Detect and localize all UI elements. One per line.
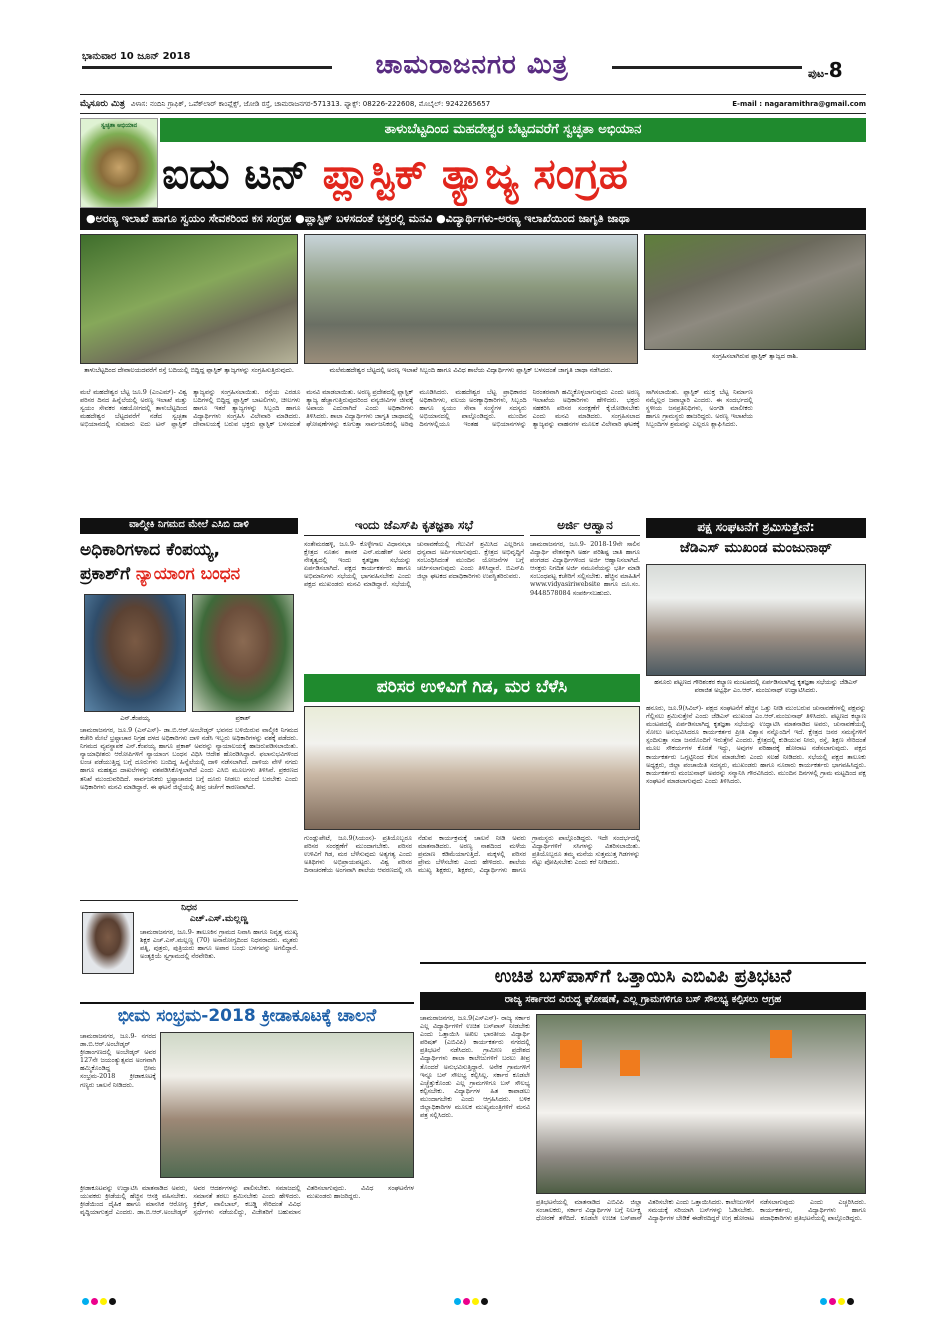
bhima-body-bottom: ಕ್ರೀಡಾಕೂಟವನ್ನು ಉದ್ಘಾಟಿಸಿ ಮಾತನಾಡಿದ ಅವರು, ಯುವಕರು ಕ್ರೀಡೆಯಲ್ಲಿ ಹೆಚ್ಚಿನ ಆಸಕ್ತಿ ವಹಿಸಬೇಕು. ಕ್ರೀಡೆಯಿಂದ ದೈಹಿಕ ಹಾಗೂ ಮಾನಸಿಕ ಆರೋಗ್ಯ ವೃದ್ಧಿಯಾಗುತ್ತದೆ ಎಂದರು. ಡಾ.ಬಿ.ಆರ್.ಅಂಬೇಡ್ಕರ್ ಅವರ ಆದರ್ಶಗಳನ್ನು ಪಾಲಿಸಬೇಕು. ಸಮಾಜದಲ್ಲಿ ಸಮಾನತೆ ತರಲು ಶ್ರಮಿಸಬೇಕು ಎಂದು ಹೇಳಿದರು. ಕ್ರಿಕೆಟ್, ವಾಲಿಬಾಲ್, ಕಬಡ್ಡಿ ಸೇರಿದಂತೆ ವಿವಿಧ ಸ್ಪರ್ಧೆಗಳು ನಡೆಯಲಿದ್ದು, ವಿಜೇತರಿಗೆ ಬಹುಮಾನ ವಿತರಿಸಲಾಗುವುದು. ವಿವಿಧ ಸಂಘಟನೆಗಳ ಮುಖಂಡರು ಹಾಜರಿದ್ದರು. <box>80 1184 414 1217</box>
masthead: ಚಾಮರಾಜನಗರ ಮಿತ್ರ <box>375 50 569 80</box>
obituary-photo <box>82 912 134 974</box>
bhima-photo <box>160 1032 414 1178</box>
bus-body-bottom: ಪ್ರತಿಭಟನೆಯಲ್ಲಿ ಮಾತನಾಡಿದ ಎಬಿವಿಪಿ ಜಿಲ್ಲಾ ಸಂಚಾಲಕರು, ಸರ್ಕಾರ ವಿದ್ಯಾರ್ಥಿಗಳ ಬಗ್ಗೆ ನಿರ್ಲಕ್ಷ್ಯ ಧೋರಣೆ ತಳೆದಿದೆ. ಕೂಡಲೇ ಉಚಿತ ಬಸ್‌ಪಾಸ್ ವಿತರಿಸಬೇಕು ಎಂದು ಒತ್ತಾಯಿಸಿದರು. ಕಾಲೇಜುಗಳಿಗೆ ಸಮಯಕ್ಕೆ ಸರಿಯಾಗಿ ಬಸ್‌ಗಳನ್ನು ಓಡಿಸಬೇಕು. ವಿದ್ಯಾರ್ಥಿಗಳ ಬೇಡಿಕೆ ಈಡೇರದಿದ್ದರೆ ಉಗ್ರ ಹೋರಾಟ ನಡೆಸಲಾಗುವುದು ಎಂದು ಎಚ್ಚರಿಸಿದರು. ಕಾರ್ಯಕರ್ತರು, ವಿದ್ಯಾರ್ಥಿಗಳು ಹಾಗೂ ಪದಾಧಿಕಾರಿಗಳು ಪ್ರತಿಭಟನೆಯಲ್ಲಿ ಪಾಲ್ಗೊಂಡಿದ್ದರು. <box>536 1198 866 1223</box>
lead-kicker: ತಾಳುಬೆಟ್ಟದಿಂದ ಮಹದೇಶ್ವರ ಬೆಟ್ಟದವರೆಗೆ ಸ್ವಚ್ಛತಾ ಅಭಿಯಾನ <box>384 122 642 137</box>
party-body-text: ಹನೂರು, ಜೂ.9(ಸಿವಿಲ್)- ಪಕ್ಷದ ಸಂಘಟನೆಗೆ ಹೆಚ್ಚಿನ ಒತ್ತು ನೀಡಿ ಮುಂಬರುವ ಚುನಾವಣೆಗಳಲ್ಲಿ ಪಕ್ಷವನ್ನು ಗೆಲ್ಲಿಸಲು ಶ್ರಮಿಸುತ್ತೇನೆ ಎಂದು ಜೆಡಿಎಸ್ ಮುಖಂಡ ಎಂ.ಆರ್.ಮಂಜುನಾಥ್ ತಿಳಿಸಿದರು. ಪಟ್ಟಣದ ಕಲ್ಯಾಣ ಮಂಟಪದಲ್ಲಿ ಏರ್ಪಡಿಸಲಾಗಿದ್ದ ಕೃತಜ್ಞತಾ ಸಭೆಯನ್ನು ಉದ್ಘಾಟಿಸಿ ಮಾತನಾಡಿದ ಅವರು, ಚುನಾವಣೆಯಲ್ಲಿ ಸೋಲು ಅನುಭವಿಸಿದರೂ ಕಾರ್ಯಕರ್ತರ ಪ್ರೀತಿ ವಿಶ್ವಾಸ ನನ್ನೊಂದಿಗೆ ಇದೆ. ಕ್ಷೇತ್ರದ ಜನರ ಸಮಸ್ಯೆಗಳಿಗೆ ಸ್ಪಂದಿಸುತ್ತಾ ಸದಾ ಜನರೊಂದಿಗೆ ಇರುತ್ತೇನೆ ಎಂದರು. ಕ್ಷೇತ್ರದಲ್ಲಿ ಕುಡಿಯುವ ನೀರು, ರಸ್ತೆ, ಶಿಕ್ಷಣ ಸೇರಿದಂತೆ ಮೂಲ ಸೌಕರ್ಯಗಳ ಕೊರತೆ ಇದ್ದು, ಅವುಗಳ ಪರಿಹಾರಕ್ಕೆ ಹೋರಾಟ ನಡೆಸಲಾಗುವುದು. ಪಕ್ಷದ ಕಾರ್ಯಕರ್ತರು ಒಗ್ಗಟ್ಟಿನಿಂದ ಕೆಲಸ ಮಾಡಬೇಕು ಎಂದು ಸಲಹೆ ನೀಡಿದರು. ಸಭೆಯಲ್ಲಿ ಪಕ್ಷದ ತಾಲೂಕು ಅಧ್ಯಕ್ಷರು, ಜಿಲ್ಲಾ ಪಂಚಾಯಿತಿ ಸದಸ್ಯರು, ಮುಖಂಡರು ಹಾಗೂ ನೂರಾರು ಕಾರ್ಯಕರ್ತರು ಭಾಗವಹಿಸಿದ್ದರು. ಕಾರ್ಯಕರ್ತರು ಮಂಜುನಾಥ್ ಅವರನ್ನು ಸನ್ಮಾನಿಸಿ ಗೌರವಿಸಿದರು. ಮುಂದಿನ ದಿನಗಳಲ್ಲಿ ಗ್ರಾಮ ಮಟ್ಟದಿಂದ ಪಕ್ಷ ಸಂಘಟನೆ ಮಾಡಲಾಗುವುದು ಎಂದು ತಿಳಿಸಿದರು. <box>646 704 866 785</box>
party-headline-1: ಪಕ್ಷ ಸಂಘಟನೆಗೆ ಶ್ರಮಿಸುತ್ತೇನೆ: <box>646 518 866 538</box>
address-strip <box>80 94 866 114</box>
sub-logo: ಮೈಸೂರು ಮಿತ್ರ <box>80 99 125 109</box>
header-date: ಭಾನುವಾರ 10 ಜೂನ್ 2018 <box>82 51 191 62</box>
registration-marks-left <box>82 1290 142 1300</box>
bhima-headline: ಭೀಮ ಸಂಭ್ರಮ-2018 ಕ್ರೀಡಾಕೂಟಕ್ಕೆ ಚಾಲನೆ <box>80 1002 414 1028</box>
lead-headline-red: ಪ್ಲಾಸ್ಟಿಕ್ ತ್ಯಾಜ್ಯ ಸಂಗ್ರಹ <box>322 149 628 198</box>
bus-photo <box>536 1014 866 1194</box>
arji-body-text: ಚಾಮರಾಜನಗರ, ಜೂ.9- 2018-19ನೇ ಸಾಲಿನ ವಿದ್ಯಾರ್ಥಿ ವೇತನಕ್ಕಾಗಿ ಅರ್ಹ ಪರಿಶಿಷ್ಟ ಜಾತಿ ಹಾಗೂ ಪಂಗಡದ ವಿದ್ಯಾರ್ಥಿಗಳಿಂದ ಅರ್ಜಿ ಆಹ್ವಾನಿಸಲಾಗಿದೆ. ಆಸಕ್ತರು ನಿಗದಿತ ಅರ್ಜಿ ನಮೂನೆಯನ್ನು ಭರ್ತಿ ಮಾಡಿ ಸಂಬಂಧಪಟ್ಟ ಕಚೇರಿಗೆ ಸಲ್ಲಿಸಬೇಕು. ಹೆಚ್ಚಿನ ಮಾಹಿತಿಗೆ www.vidyasiriwebsite ಹಾಗೂ ದೂ.ಸಂ. 9448578084 ಸಂಪರ್ಕಿಸಬಹುದು. <box>530 540 640 597</box>
valmiki-caption-left: ಎನ್.ಕೆಂಪಯ್ಯ <box>120 714 150 722</box>
lead-caption-2: ಮಲೆಮಹದೇಶ್ವರ ಬೆಟ್ಟದಲ್ಲಿ ಅರಣ್ಯ ಇಲಾಖೆ ಸಿಬ್ಬಂದಿ ಹಾಗೂ ವಿವಿಧ ಶಾಲೆಯ ವಿದ್ಯಾರ್ಥಿಗಳು ಪ್ಲಾಸ್ಟಿಕ್ ಬಳಸದಂತೆ ಜಾಗೃತಿ ಜಾಥಾ ನಡೆಸಿದರು. <box>329 366 613 374</box>
valmiki-headline-line1: ಅಧಿಕಾರಿಗಳಾದ ಕೆಂಪಯ್ಯ, <box>80 540 220 560</box>
lead-headline-black: ಐದು ಟನ್ <box>162 149 309 198</box>
page-number: 8 <box>828 58 843 82</box>
lead-headline <box>162 142 866 206</box>
obituary-body-text: ಚಾಮರಾಜನಗರ, ಜೂ.9- ತಾಲೂಕಿನ ಗ್ರಾಮದ ನಿವಾಸಿ ಹಾಗೂ ನಿವೃತ್ತ ಮುಖ್ಯ ಶಿಕ್ಷಕ ಎಚ್.ಎಸ್.ಮಲ್ಲಣ್ಣ (70) ಅನಾರೋಗ್ಯದಿಂದ ನಿಧನರಾದರು. ಮೃತರು ಪತ್ನಿ, ಪುತ್ರರು, ಪುತ್ರಿಯರು ಹಾಗೂ ಅಪಾರ ಬಂಧು ಬಳಗವನ್ನು ಅಗಲಿದ್ದಾರೆ. ಅಂತ್ಯಕ್ರಿಯೆ ಸ್ವಗ್ರಾಮದಲ್ಲಿ ನೆರವೇರಿತು. <box>140 928 298 961</box>
header-rule-left <box>82 66 332 69</box>
bus-body-left: ಚಾಮರಾಜನಗರ, ಜೂ.9(ಎಸ್‌ಎಸ್)- ರಾಜ್ಯ ಸರ್ಕಾರ ಎಲ್ಲ ವಿದ್ಯಾರ್ಥಿಗಳಿಗೆ ಉಚಿತ ಬಸ್‌ಪಾಸ್ ನೀಡಬೇಕು ಎಂದು ಒತ್ತಾಯಿಸಿ ಅಖಿಲ ಭಾರತೀಯ ವಿದ್ಯಾರ್ಥಿ ಪರಿಷತ್ (ಎಬಿವಿಪಿ) ಕಾರ್ಯಕರ್ತರು ನಗರದಲ್ಲಿ ಪ್ರತಿಭಟನೆ ನಡೆಸಿದರು. ಗ್ರಾಮೀಣ ಪ್ರದೇಶದ ವಿದ್ಯಾರ್ಥಿಗಳು ಶಾಲಾ ಕಾಲೇಜುಗಳಿಗೆ ಬರಲು ತೀವ್ರ ತೊಂದರೆ ಅನುಭವಿಸುತ್ತಿದ್ದಾರೆ. ಅನೇಕ ಗ್ರಾಮಗಳಿಗೆ ಇನ್ನೂ ಬಸ್ ಸೌಲಭ್ಯ ಕಲ್ಪಿಸಿಲ್ಲ. ಸರ್ಕಾರ ಕೂಡಲೇ ಎಚ್ಚೆತ್ತುಕೊಂಡು ಎಲ್ಲ ಗ್ರಾಮಗಳಿಗೂ ಬಸ್ ಸೌಲಭ್ಯ ಕಲ್ಪಿಸಬೇಕು. ವಿದ್ಯಾರ್ಥಿಗಳ ಹಿತ ಕಾಪಾಡಲು ಮುಂದಾಗಬೇಕು ಎಂದು ಆಗ್ರಹಿಸಿದರು. ಬಳಿಕ ಜಿಲ್ಲಾಧಿಕಾರಿಗಳ ಮೂಲಕ ಮುಖ್ಯಮಂತ್ರಿಗಳಿಗೆ ಮನವಿ ಪತ್ರ ಸಲ್ಲಿಸಿದರು. <box>420 1014 530 1120</box>
valmiki-caption-right: ಪ್ರಕಾಶ್ <box>235 714 251 722</box>
tree-body-text: ಗುಂಡ್ಲುಪೇಟೆ, ಜೂ.9(ಸಿಯಂಸ)- ಪ್ರತಿಯೊಬ್ಬರೂ ಪರಿಸರ ಸಂರಕ್ಷಣೆಗೆ ಮುಂದಾಗಬೇಕು. ಪರಿಸರ ಉಳಿವಿಗೆ ಗಿಡ, ಮರ ಬೆಳೆಸುವುದು ಅತ್ಯಗತ್ಯ ಎಂದು ಅತಿಥಿಗಳು ಅಭಿಪ್ರಾಯಪಟ್ಟರು. ವಿಶ್ವ ಪರಿಸರ ದಿನಾಚರಣೆಯ ಅಂಗವಾಗಿ ಶಾಲೆಯ ಆವರಣದಲ್ಲಿ ಸಸಿ ನೆಡುವ ಕಾರ್ಯಕ್ರಮಕ್ಕೆ ಚಾಲನೆ ನೀಡಿ ಅವರು ಮಾತನಾಡಿದರು. ಅರಣ್ಯ ನಾಶದಿಂದ ಮಳೆಯ ಪ್ರಮಾಣ ಕಡಿಮೆಯಾಗುತ್ತಿದೆ. ಮಕ್ಕಳಲ್ಲಿ ಪರಿಸರ ಪ್ರೇಮ ಬೆಳೆಸಬೇಕು ಎಂದು ಹೇಳಿದರು. ಶಾಲೆಯ ಮುಖ್ಯ ಶಿಕ್ಷಕರು, ಶಿಕ್ಷಕರು, ವಿದ್ಯಾರ್ಥಿಗಳು ಹಾಗೂ ಗ್ರಾಮಸ್ಥರು ಪಾಲ್ಗೊಂಡಿದ್ದರು. ಇದೇ ಸಂದರ್ಭದಲ್ಲಿ ವಿದ್ಯಾರ್ಥಿಗಳಿಗೆ ಸಸಿಗಳನ್ನು ವಿತರಿಸಲಾಯಿತು. ಪ್ರತಿಯೊಬ್ಬರೂ ತಮ್ಮ ಮನೆಯ ಸುತ್ತಮುತ್ತ ಗಿಡಗಳನ್ನು ನೆಟ್ಟು ಪೋಷಿಸಬೇಕು ಎಂದು ಕರೆ ನೀಡಿದರು. <box>304 834 640 875</box>
bus-headline: ಉಚಿತ ಬಸ್‌ಪಾಸ್‌ಗೆ ಒತ್ತಾಯಿಸಿ ಎಬಿವಿಪಿ ಪ್ರತಿಭಟನೆ <box>420 962 866 990</box>
lead-photo-rally <box>304 234 638 364</box>
lead-bullets: ●ಅರಣ್ಯ ಇಲಾಖೆ ಹಾಗೂ ಸ್ವಯಂ ಸೇವಕರಿಂದ ಕಸ ಸಂಗ್ರಹ ●ಪ್ಲಾಸ್ಟಿಕ್ ಬಳಸದಂತೆ ಭಕ್ತರಲ್ಲಿ ಮನವಿ ●ವಿದ್ಯಾರ್ಥಿಗಳು-ಅರಣ್ಯ ಇಲಾಖೆಯಿಂದ ಜಾಗೃತಿ ಜಾಥಾ <box>80 208 866 230</box>
valmiki-headline-red: ನ್ಯಾಯಾಂಗ ಬಂಧನ <box>135 564 241 584</box>
lead-badge-photo <box>80 118 158 208</box>
arji-headline: ಅರ್ಜಿ ಆಹ್ವಾನ <box>530 518 640 536</box>
registration-marks-center <box>454 1290 514 1300</box>
bus-flag-3 <box>770 1030 792 1058</box>
page-label-text: ಪುಟ- <box>808 67 829 80</box>
valmiki-kicker: ವಾಲ್ಮೀಕಿ ನಿಗಮದ ಮೇಲೆ ಎಸಿಬಿ ದಾಳಿ <box>80 518 298 534</box>
party-photo <box>646 564 866 676</box>
valmiki-body-text: ಚಾಮರಾಜನಗರ, ಜೂ.9 (ಎಸ್‌ಎಸ್)- ಡಾ.ಬಿ.ಆರ್.ಅಂಬೇಡ್ಕರ್ ಭವನದ ಬಳಿಯಿರುವ ವಾಲ್ಮೀಕಿ ನಿಗಮದ ಕಚೇರಿ ಮೇಲೆ ಭ್ರಷ್ಟಾಚಾರ ನಿಗ್ರಹ ದಳದ ಅಧಿಕಾರಿಗಳು ದಾಳಿ ನಡೆಸಿ ಇಬ್ಬರು ಅಧಿಕಾರಿಗಳನ್ನು ವಶಕ್ಕೆ ಪಡೆದರು. ನಿಗಮದ ವ್ಯವಸ್ಥಾಪಕ ಎನ್.ಕೆಂಪಯ್ಯ ಹಾಗೂ ಪ್ರಕಾಶ್ ಅವರನ್ನು ನ್ಯಾಯಾಲಯಕ್ಕೆ ಹಾಜರುಪಡಿಸಲಾಯಿತು. ನ್ಯಾಯಾಧೀಶರು ಆರೋಪಿಗಳಿಗೆ ನ್ಯಾಯಾಂಗ ಬಂಧನ ವಿಧಿಸಿ ಆದೇಶ ಹೊರಡಿಸಿದ್ದಾರೆ. ಫಲಾನುಭವಿಗಳಿಂದ ಲಂಚ ಪಡೆಯುತ್ತಿದ್ದ ಬಗ್ಗೆ ದೂರುಗಳು ಬಂದಿದ್ದ ಹಿನ್ನೆಲೆಯಲ್ಲಿ ದಾಳಿ ನಡೆಸಲಾಗಿದೆ. ದಾಳಿಯ ವೇಳೆ ನಗದು ಹಾಗೂ ಮಹತ್ವದ ದಾಖಲೆಗಳನ್ನು ವಶಪಡಿಸಿಕೊಳ್ಳಲಾಗಿದೆ ಎಂದು ಎಸಿಬಿ ಮೂಲಗಳು ತಿಳಿಸಿವೆ. ಪ್ರಕರಣದ ತನಿಖೆ ಮುಂದುವರಿದಿದೆ. ಸಾರ್ವಜನಿಕರು ಭ್ರಷ್ಟಾಚಾರದ ಬಗ್ಗೆ ದೂರು ನೀಡಲು ಮುಂದೆ ಬರಬೇಕು ಎಂದು ಅಧಿಕಾರಿಗಳು ಮನವಿ ಮಾಡಿದ್ದಾರೆ. ಈ ಘಟನೆ ಜಿಲ್ಲೆಯಲ್ಲಿ ತೀವ್ರ ಚರ್ಚೆಗೆ ಕಾರಣವಾಗಿದೆ. <box>80 726 298 791</box>
lead-caption-3: ಸಂಗ್ರಹಿಸಲಾಗಿರುವ ಪ್ಲಾಸ್ಟಿಕ್ ತ್ಯಾಜ್ಯದ ರಾಶಿ. <box>711 352 799 360</box>
valmiki-headline-line2 <box>80 562 298 586</box>
valmiki-photo-right <box>192 594 294 712</box>
lead-caption-1: ತಾಳುಬೆಟ್ಟದಿಂದ ದೇವಾಲಯದವರೆಗೆ ರಸ್ತೆ ಬದಿಯಲ್ಲಿ ಬಿದ್ದಿದ್ದ ಪ್ಲಾಸ್ಟಿಕ್ ತ್ಯಾಜ್ಯಗಳನ್ನು ಸಂಗ್ರಹಿಸುತ್ತಿರುವುದು. <box>84 366 294 374</box>
page-label <box>808 58 864 82</box>
valmiki-photo-left <box>84 594 186 712</box>
bhima-body-left: ಚಾಮರಾಜನಗರ, ಜೂ.9- ನಗರದ ಡಾ.ಬಿ.ಆರ್.ಅಂಬೇಡ್ಕರ್ ಕ್ರೀಡಾಂಗಣದಲ್ಲಿ ಅಂಬೇಡ್ಕರ್ ಅವರ 127ನೇ ಜಯಂತ್ಯುತ್ಸವದ ಅಂಗವಾಗಿ ಹಮ್ಮಿಕೊಂಡಿದ್ದ ಭೀಮ ಸಂಭ್ರಮ-2018 ಕ್ರೀಡಾಕೂಟಕ್ಕೆ ಗಣ್ಯರು ಚಾಲನೆ ನೀಡಿದರು. <box>80 1032 156 1089</box>
valmiki-headline <box>80 538 298 590</box>
lead-body-text: ಮಲೆ ಮಹದೇಶ್ವರ ಬೆಟ್ಟ ಜೂ.9 (ಎಂಎಮ್)- ವಿಶ್ವ ಪರಿಸರ ದಿನದ ಹಿನ್ನೆಲೆಯಲ್ಲಿ ಅರಣ್ಯ ಇಲಾಖೆ ಮತ್ತು ಸ್ವಯಂ ಸೇವಕರ ಸಹಯೋಗದಲ್ಲಿ ತಾಳುಬೆಟ್ಟದಿಂದ ಮಹದೇಶ್ವರ ಬೆಟ್ಟದವರೆಗೆ ನಡೆದ ಸ್ವಚ್ಛತಾ ಅಭಿಯಾನದಲ್ಲಿ ಸುಮಾರು ಐದು ಟನ್ ಪ್ಲಾಸ್ಟಿಕ್ ತ್ಯಾಜ್ಯವನ್ನು ಸಂಗ್ರಹಿಸಲಾಯಿತು. ರಸ್ತೆಯ ಎರಡೂ ಬದಿಗಳಲ್ಲಿ ಬಿದ್ದಿದ್ದ ಪ್ಲಾಸ್ಟಿಕ್ ಬಾಟಲಿಗಳು, ಚೀಲಗಳು ಹಾಗೂ ಇತರೆ ತ್ಯಾಜ್ಯಗಳನ್ನು ಸಿಬ್ಬಂದಿ ಹಾಗೂ ವಿದ್ಯಾರ್ಥಿಗಳು ಸಂಗ್ರಹಿಸಿ ವಿಲೇವಾರಿ ಮಾಡಿದರು. ದೇವಾಲಯಕ್ಕೆ ಬರುವ ಭಕ್ತರು ಪ್ಲಾಸ್ಟಿಕ್ ಬಳಸದಂತೆ ಮನವಿ ಮಾಡಲಾಯಿತು. ಅರಣ್ಯ ಪ್ರದೇಶದಲ್ಲಿ ಪ್ಲಾಸ್ಟಿಕ್ ತ್ಯಾಜ್ಯ ಹೆಚ್ಚಾಗುತ್ತಿರುವುದರಿಂದ ವನ್ಯಜೀವಿಗಳ ಜೀವಕ್ಕೆ ಅಪಾಯ ಎದುರಾಗಿದೆ ಎಂದು ಅಧಿಕಾರಿಗಳು ತಿಳಿಸಿದರು. ಶಾಲಾ ವಿದ್ಯಾರ್ಥಿಗಳು ಜಾಗೃತಿ ಜಾಥಾದಲ್ಲಿ ಘೋಷಣೆಗಳನ್ನು ಕೂಗುತ್ತಾ ಸಾರ್ವಜನಿಕರಲ್ಲಿ ಅರಿವು ಮೂಡಿಸಿದರು. ಮಹದೇಶ್ವರ ಬೆಟ್ಟ ಪ್ರಾಧಿಕಾರದ ಅಧಿಕಾರಿಗಳು, ವಲಯ ಅರಣ್ಯಾಧಿಕಾರಿಗಳು, ಸಿಬ್ಬಂದಿ ಹಾಗೂ ಸ್ವಯಂ ಸೇವಾ ಸಂಸ್ಥೆಗಳ ಸದಸ್ಯರು ಅಭಿಯಾನದಲ್ಲಿ ಪಾಲ್ಗೊಂಡಿದ್ದರು. ಮುಂದಿನ ದಿನಗಳಲ್ಲಿಯೂ ಇಂತಹ ಅಭಿಯಾನಗಳನ್ನು ನಿರಂತರವಾಗಿ ಹಮ್ಮಿಕೊಳ್ಳಲಾಗುವುದು ಎಂದು ಅರಣ್ಯ ಇಲಾಖೆಯ ಅಧಿಕಾರಿಗಳು ಹೇಳಿದರು. ಭಕ್ತರು ಸಹಕರಿಸಿ ಪರಿಸರ ಸಂರಕ್ಷಣೆಗೆ ಕೈಜೋಡಿಸಬೇಕು ಎಂದು ಮನವಿ ಮಾಡಿದರು. ಸಂಗ್ರಹಿಸಲಾದ ತ್ಯಾಜ್ಯವನ್ನು ವಾಹನಗಳ ಮೂಲಕ ವಿಲೇವಾರಿ ಘಟಕಕ್ಕೆ ಸಾಗಿಸಲಾಯಿತು. ಪ್ಲಾಸ್ಟಿಕ್ ಮುಕ್ತ ಬೆಟ್ಟ ನಿರ್ಮಾಣ ನಮ್ಮೆಲ್ಲರ ಜವಾಬ್ದಾರಿ ಎಂದರು. ಈ ಸಂದರ್ಭದಲ್ಲಿ ಸ್ಥಳೀಯ ಜನಪ್ರತಿನಿಧಿಗಳು, ಅಂಗಡಿ ಮಾಲೀಕರು ಹಾಗೂ ಗ್ರಾಮಸ್ಥರು ಹಾಜರಿದ್ದರು. ಅರಣ್ಯ ಇಲಾಖೆಯ ಸಿಬ್ಬಂದಿಗಳ ಶ್ರಮವನ್ನು ಎಲ್ಲರೂ ಶ್ಲಾಘಿಸಿದರು. <box>80 388 753 429</box>
obituary-kicker: ನಿಧನ <box>80 900 298 913</box>
email-text: E-mail : nagaramithra@gmail.com <box>732 100 866 108</box>
party-headline-2: ಜೆಡಿಎಸ್ ಮುಖಂಡ ಮಂಜುನಾಥ್ <box>679 540 833 556</box>
valmiki-headline-black2: ಪ್ರಕಾಶ್‌ಗೆ <box>80 564 130 584</box>
header-rule-right <box>612 66 802 69</box>
jsp-body-text: ಸಂತೇಮರಹಳ್ಳಿ, ಜೂ.9- ಕೊಳ್ಳೇಗಾಲ ವಿಧಾನಸಭಾ ಕ್ಷೇತ್ರದ ನೂತನ ಶಾಸಕ ಎನ್.ಮಹೇಶ್ ಅವರ ನೇತೃತ್ವದಲ್ಲಿ ಇಂದು ಕೃತಜ್ಞತಾ ಸಭೆಯನ್ನು ಏರ್ಪಡಿಸಲಾಗಿದೆ. ಪಕ್ಷದ ಕಾರ್ಯಕರ್ತರು ಹಾಗೂ ಅಭಿಮಾನಿಗಳು ಸಭೆಯಲ್ಲಿ ಭಾಗವಹಿಸಬೇಕು ಎಂದು ಪಕ್ಷದ ಮುಖಂಡರು ಮನವಿ ಮಾಡಿದ್ದಾರೆ. ಸಭೆಯಲ್ಲಿ ಚುನಾವಣೆಯಲ್ಲಿ ಗೆಲುವಿಗೆ ಶ್ರಮಿಸಿದ ಎಲ್ಲರಿಗೂ ಧನ್ಯವಾದ ಅರ್ಪಿಸಲಾಗುವುದು. ಕ್ಷೇತ್ರದ ಅಭಿವೃದ್ಧಿಗೆ ಸಂಬಂಧಿಸಿದಂತೆ ಮುಂದಿನ ಯೋಜನೆಗಳ ಬಗ್ಗೆ ಚರ್ಚಿಸಲಾಗುವುದು ಎಂದು ತಿಳಿಸಿದ್ದಾರೆ. ಬಿಎಸ್‌ಪಿ ಜಿಲ್ಲಾ ಘಟಕದ ಪದಾಧಿಕಾರಿಗಳು ಉಪಸ್ಥಿತರಿರುವರು. <box>304 540 524 589</box>
lead-photo-cleanup <box>80 234 298 364</box>
bus-flag-2 <box>620 1050 640 1076</box>
tree-photo <box>304 706 640 830</box>
tree-headline: ಪರಿಸರ ಉಳಿವಿಗೆ ಗಿಡ, ಮರ ಬೆಳೆಸಿ <box>304 674 640 702</box>
obituary-name: ಎಚ್.ಎಸ್.ಮಲ್ಲಣ್ಣ <box>189 914 249 924</box>
bus-flag-1 <box>560 1040 582 1068</box>
lead-photo-heap <box>644 234 866 350</box>
bus-subhead: ರಾಜ್ಯ ಸರ್ಕಾರದ ವಿರುದ್ಧ ಘೋಷಣೆ, ಎಲ್ಲ ಗ್ರಾಮಗಳಿಗೂ ಬಸ್ ಸೌಲಭ್ಯ ಕಲ್ಪಿಸಲು ಆಗ್ರಹ <box>420 992 866 1010</box>
lead-badge-text: ಸ್ವಚ್ಛತಾ ಅಭಿಯಾನ <box>100 122 138 129</box>
registration-marks-right <box>820 1290 880 1300</box>
address-text: ವಿಳಾಸ: ನಂದಿನಿ ಗ್ರಾಫಿಕ್, ಒಪೆಕ್‌ಲಾರ್ ಕಾಂಪ್ಲೆಕ್ಸ್, ಜೋಡಿ ರಸ್ತೆ, ಚಾಮರಾಜನಗರ-571313. ಫ್ಯಾಕ್ಸ್: 08226-222608, ಮೊಬೈಲ್: 9242265657 <box>130 99 491 108</box>
party-caption: ಹನೂರು ಪಟ್ಟಣದ ಗೌರಿಶಂಕರ ಕಲ್ಯಾಣ ಮಂಟಪದಲ್ಲಿ ಏರ್ಪಡಿಸಲಾಗಿದ್ದ ಕೃತಜ್ಞತಾ ಸಭೆಯನ್ನು ಜೆಡಿಎಸ್ ಪರಾಜಿತ ಅಭ್ಯರ್ಥಿ ಎಂ.ಆರ್. ಮಂಜುನಾಥ್ ಉದ್ಘಾಟಿಸಿದರು. <box>654 678 858 694</box>
jsp-headline: ಇಂದು ಜೆಎಸ್‌ಪಿ ಕೃತಜ್ಞತಾ ಸಭೆ <box>304 518 524 536</box>
